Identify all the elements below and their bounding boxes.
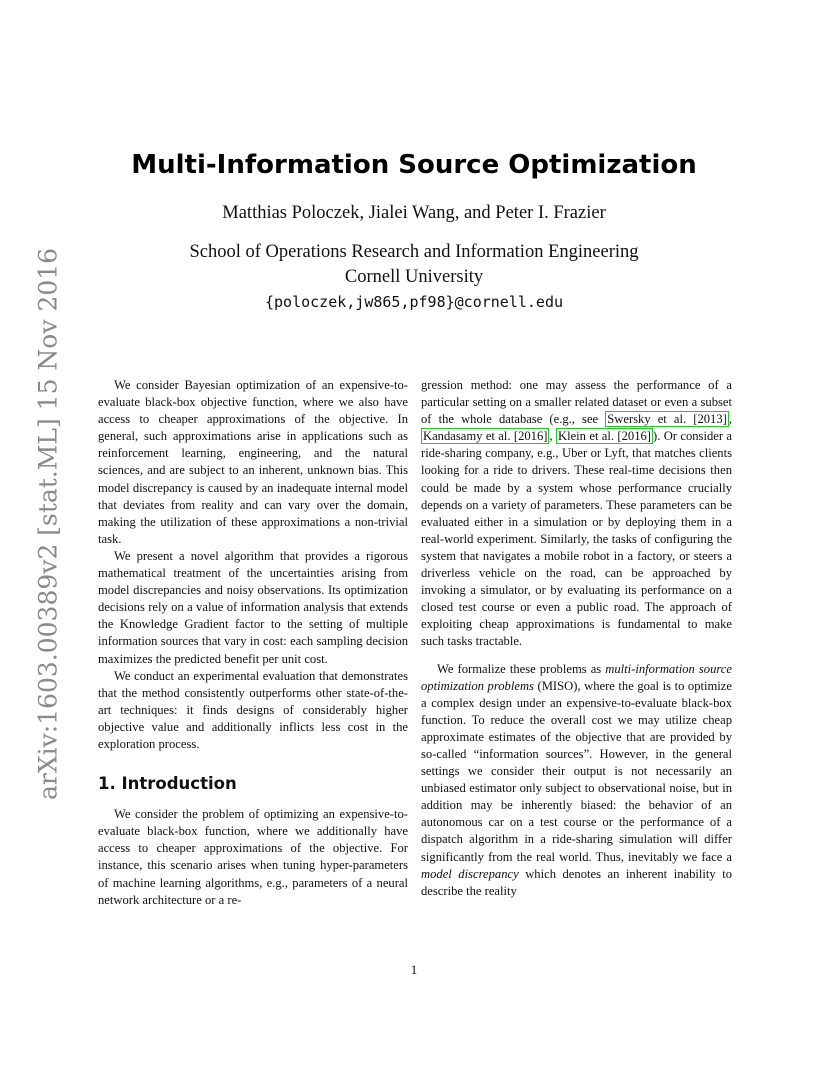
abstract-paragraph-1: We consider Bayesian optimization of an expensive-to-evaluate black-box objective function, where we also have access to cheaper approximations of the objective. In general, such approximations arise in applications such as reinforcement learning, engineering, and the natural sciences, and are subject to an inherent, unknown bias. This model discrepancy is caused by an inadequate internal model that deviates from reality and can vary over the domain, making the utilization of these approximations a non-trivial task. bbox=[98, 378, 408, 546]
affiliation-university: Cornell University bbox=[344, 267, 484, 287]
citation-link-swersky[interactable]: Swersky et al. [2013] bbox=[607, 412, 727, 427]
emphasis-term-model-discrepancy: model discrepancy bbox=[421, 866, 519, 881]
intro-paragraph-2 bbox=[421, 661, 732, 900]
page-number: 1 bbox=[410, 962, 418, 977]
arxiv-stamp-text: arXiv:1603.00389v2 [stat.ML] 15 Nov 2016 bbox=[33, 247, 63, 801]
section-heading-introduction: 1. Introduction bbox=[98, 774, 237, 794]
emphasis-term-miso: multi-information source optimization problems bbox=[421, 661, 732, 693]
author-list: Matthias Poloczek, Jialei Wang, and Peter I. Frazier bbox=[222, 203, 606, 223]
citation-separator: , bbox=[728, 412, 732, 427]
paper-title: Multi-Information Source Optimization bbox=[131, 150, 697, 180]
citation-separator: , bbox=[549, 429, 556, 444]
intro-text-segment: We formalize these problems as bbox=[437, 661, 606, 676]
intro-text-segment: which denotes an inherent inability to describe the reality bbox=[421, 866, 732, 898]
affiliation-school: School of Operations Research and Information Engineering bbox=[189, 242, 639, 262]
intro-text-segment: ). Or consider a ride-sharing company, e.g., Uber or Lyft, that matches clients looking for a ride to drivers. These real-time decisions then could be made by a system whose performance crucially depends on a variety of parameters. These parameters can be evaluated either in a simulation or by deploying them in a real-world experiment. Similarly, the tasks of configuring the system that navigates a mobile robot in a factory, or steers a driverless vehicle on the road, can be approached by invoking a simulator, or by evaluating its performance on a closed test course or even a public road. The approach of exploiting cheap approximations is fundamental to make such tasks tractable. bbox=[421, 429, 732, 649]
intro-paragraph-1: We consider the problem of optimizing an expensive-to-evaluate black-box function, where we additionally have access to cheaper approximations of the objective. For instance, this scenario arises when tuning hyper-parameters of machine learning algorithms, e.g., parameters of a neural network architecture or a re- bbox=[98, 807, 408, 907]
intro-text-segment: (MISO), where the goal is to optimize a complex design under an expensive-to-evaluate black-box function. To reduce the overall cost we may utilize cheap approximate estimates of the objective that are provided by so-called “information sources”. However, in the general settings we consider their output is not necessarily an unbiased estimator only subject to observational noise, but in addition may be inherently biased: the behavior of an autonomous car on a test course or the performance of a dispatch algorithm in a ride-sharing simulation will differ significantly from the real world. Thus, inevitably we face a bbox=[421, 678, 732, 864]
citation-link-kandasamy[interactable]: Kandasamy et al. [2016] bbox=[423, 429, 548, 444]
author-email: {poloczek,jw865,pf98}@cornell.edu bbox=[264, 293, 563, 311]
abstract-paragraph-3: We conduct an experimental evaluation that demonstrates that the method consistently outperforms other state-of-the-art techniques: it finds designs of considerably higher objective value and additionally inflicts less cost in the exploration process. bbox=[98, 668, 408, 751]
intro-paragraph-1-continued bbox=[421, 377, 732, 651]
intro-text-segment: gression method: one may assess the performance of a particular setting on a smaller related dataset or even a subset of the whole database (e.g., see bbox=[421, 378, 732, 427]
abstract-paragraph-2: We present a novel algorithm that provides a rigorous mathematical treatment of the uncertainties arising from model discrepancies and noisy observations. Its optimization decisions rely on a value of information analysis that extends the Knowledge Gradient factor to the setting of multiple information sources that vary in cost: each sampling decision maximizes the predicted benefit per unit cost. bbox=[98, 548, 408, 666]
right-column bbox=[421, 377, 732, 900]
left-column bbox=[98, 377, 408, 909]
affiliation-block bbox=[0, 240, 828, 315]
citation-link-klein[interactable]: Klein et al. [2016] bbox=[558, 429, 651, 444]
